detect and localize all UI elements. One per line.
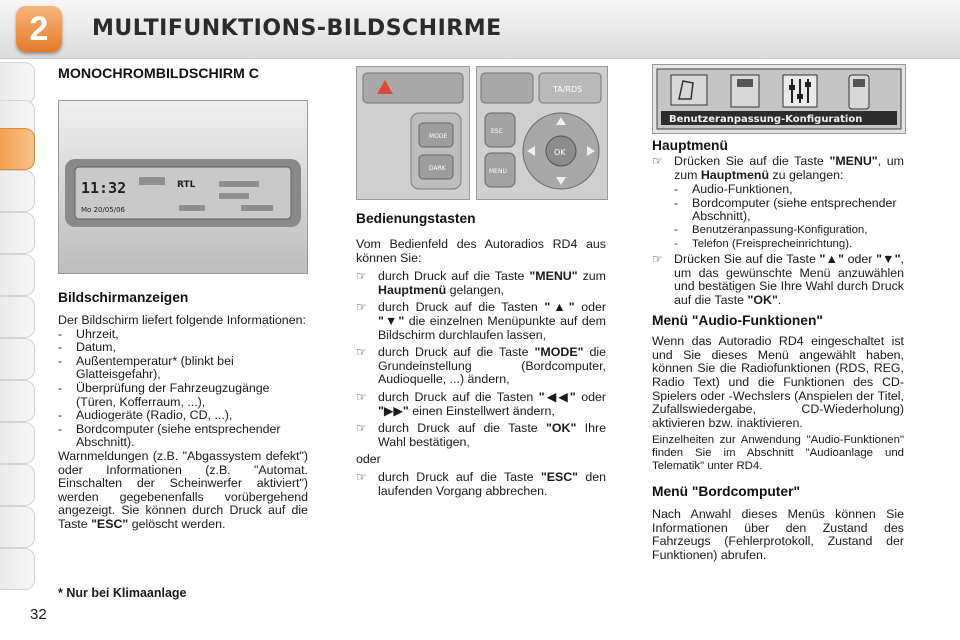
chapter-tab-6[interactable] — [0, 254, 35, 296]
chapter-tab-10[interactable] — [0, 422, 35, 464]
list-item: - Audiogeräte (Radio, CD, ...), — [58, 409, 308, 423]
hand-pointer-icon: ☞ — [356, 345, 367, 360]
chapter-tab-8[interactable] — [0, 338, 35, 380]
audio-menu-heading: Menü "Audio-Funktionen" — [652, 312, 823, 328]
display-banner: Benutzeranpassung-Konfiguration — [669, 114, 863, 125]
control-panel-photo-left — [356, 66, 470, 200]
footnote: * Nur bei Klimaanlage — [58, 586, 187, 600]
chapter-tab-active[interactable] — [0, 128, 35, 170]
hand-pointer-icon: ☞ — [652, 252, 663, 267]
hand-pointer-icon: ☞ — [652, 154, 663, 168]
audio-menu-text: Wenn das Autoradio RD4 eingeschaltet ist und Sie dieses Menü angewählt haben, können Sie die Radiofunktionen (RDS, REG, Radio Text) und die Funktionen des CD-Spielers oder -Wechslers (Anspielen der Titel, Zufallswiedergabe, CD-Wiederholung) aktivieren bzw. inaktivieren. — [652, 334, 904, 430]
menu-display-photo — [652, 64, 906, 134]
menu-display-illustration — [653, 65, 905, 133]
audio-menu-note: Einzelheiten zur Anwendung "Audio-Funktionen" finden Sie im Abschnitt "Audioanlage und Telematik" unter RD4. — [652, 434, 904, 472]
esc-key-label: "ESC" — [91, 516, 129, 531]
list-item: ☞ durch Druck auf die Taste "ESC" den laufenden Vorgang abbrechen. — [356, 469, 606, 498]
right-body — [652, 155, 904, 563]
mode-button-label: MODE — [429, 133, 448, 140]
hand-pointer-icon: ☞ — [356, 389, 367, 404]
list-item: - Benutzeranpassung-Konfiguration, — [674, 224, 904, 238]
lcd-display-photo — [58, 100, 308, 274]
main-menu-items — [674, 183, 904, 251]
chapter-tab-12[interactable] — [0, 506, 35, 548]
list-item: - Außentemperatur* (blinkt bei Glatteisgefahr), — [58, 355, 308, 382]
hand-pointer-icon: ☞ — [356, 469, 367, 484]
chapter-tab-7[interactable] — [0, 296, 35, 338]
list-item: - Bordcomputer (siehe entsprechender Abschnitt), — [674, 197, 904, 224]
ok-button-label: OK — [554, 148, 566, 157]
list-item: - Datum, — [58, 341, 308, 355]
list-item: ☞ durch Druck auf die Taste "MENU" zum Hauptmenü gelangen, — [356, 269, 606, 297]
chapter-tab-11[interactable] — [0, 464, 35, 506]
lcd-display-illustration — [59, 101, 307, 273]
left-intro: Der Bildschirm liefert folgende Informationen: — [58, 313, 306, 327]
esc-button-label: ESC — [491, 128, 503, 135]
section-title: MONOCHROMBILDSCHIRM C — [58, 66, 259, 82]
page-title: MULTIFUNKTIONS-BILDSCHIRME — [92, 16, 502, 41]
control-list-last — [356, 471, 606, 498]
lcd-rtl: RTL — [177, 180, 196, 190]
dark-button-label: DARK — [429, 165, 446, 172]
control-panel-photo-right — [476, 66, 608, 200]
control-panel-right-illustration — [477, 67, 607, 199]
chapter-badge: 2 — [16, 6, 62, 52]
chapter-tab-4[interactable] — [0, 170, 35, 212]
list-item: - Überprüfung der Fahrzeugzugänge (Türen, Kofferraum, ...), — [58, 382, 308, 409]
chapter-tab-13[interactable] — [0, 548, 35, 590]
chapter-tab-5[interactable] — [0, 212, 35, 254]
hand-pointer-icon: ☞ — [356, 269, 367, 284]
or-text: oder — [356, 452, 381, 467]
main-menu-steps-2 — [652, 253, 904, 307]
list-item: - Audio-Funktionen, — [674, 183, 904, 197]
list-item: ☞ Drücken Sie auf die Taste "MENU", um zum Hauptmenü zu gelangen: — [652, 154, 904, 182]
list-item: ☞ durch Druck auf die Tasten "▲" oder "▼" die einzelnen Menüpunkte auf dem Bildschirm durchlaufen lassen, — [356, 300, 606, 342]
list-item: - Uhrzeit, — [58, 328, 308, 342]
chapter-tab-9[interactable] — [0, 380, 35, 422]
middle-intro: Vom Bedienfeld des Autoradios RD4 aus können Sie: — [356, 237, 606, 265]
ta-rds-label: TA/RDS — [553, 85, 583, 94]
list-item: ☞ durch Druck auf die Taste "OK" Ihre Wahl bestätigen, — [356, 421, 606, 449]
list-item: - Bordcomputer (siehe entsprechender Abschnitt). — [58, 423, 308, 450]
hauptmenu-heading: Hauptmenü — [652, 138, 728, 153]
menu-button-label: MENU — [489, 168, 507, 175]
lcd-time: 11:32 — [81, 179, 127, 197]
info-list — [58, 328, 308, 450]
audio-icon — [671, 75, 707, 105]
page-number: 32 — [30, 606, 47, 623]
bordcomputer-text: Nach Anwahl dieses Menüs können Sie Informationen über den Zustand des Fahrzeugs (Fehlerprotokoll, Zustand der Funktionen) abrufen. — [652, 507, 904, 563]
middle-body — [356, 238, 606, 502]
hand-pointer-icon: ☞ — [356, 421, 367, 436]
chapter-tab-1[interactable] — [0, 62, 35, 104]
left-body — [58, 314, 308, 532]
control-panel-left-illustration — [357, 67, 469, 199]
bedienungstasten-heading: Bedienungstasten — [356, 211, 476, 226]
hand-pointer-icon: ☞ — [356, 300, 367, 315]
warning-text: Warnmeldungen (z.B. "Abgassystem defekt") oder Informationen (z.B. "Automat. Einschalten der Scheinwerfer aktiviert") werden gegebenenfalls vorübergehend angezeigt. Sie können durch Druck auf die Taste "ESC" gelöscht werden. — [58, 448, 308, 531]
list-item: ☞ Drücken Sie auf die Taste "▲" oder "▼", um das gewünschte Menü anzuwählen und bestätigen Sie Ihre Wahl durch Druck auf die Taste "OK". — [652, 252, 904, 307]
bordcomputer-heading: Menü "Bordcomputer" — [652, 483, 800, 499]
bildschirmanzeigen-heading: Bildschirmanzeigen — [58, 290, 189, 305]
list-item: ☞ durch Druck auf die Tasten "◀◀" oder "▶▶" einen Einstellwert ändern, — [356, 389, 606, 418]
main-menu-steps — [652, 155, 904, 182]
lcd-date: Mo 20/05/06 — [81, 206, 125, 214]
list-item: - Telefon (Freisprecheinrichtung). — [674, 238, 904, 252]
list-item: ☞ durch Druck auf die Taste "MODE" die Grundeinstellung (Bordcomputer, Audioquelle, ...) ändern, — [356, 345, 606, 387]
control-list — [356, 270, 606, 449]
